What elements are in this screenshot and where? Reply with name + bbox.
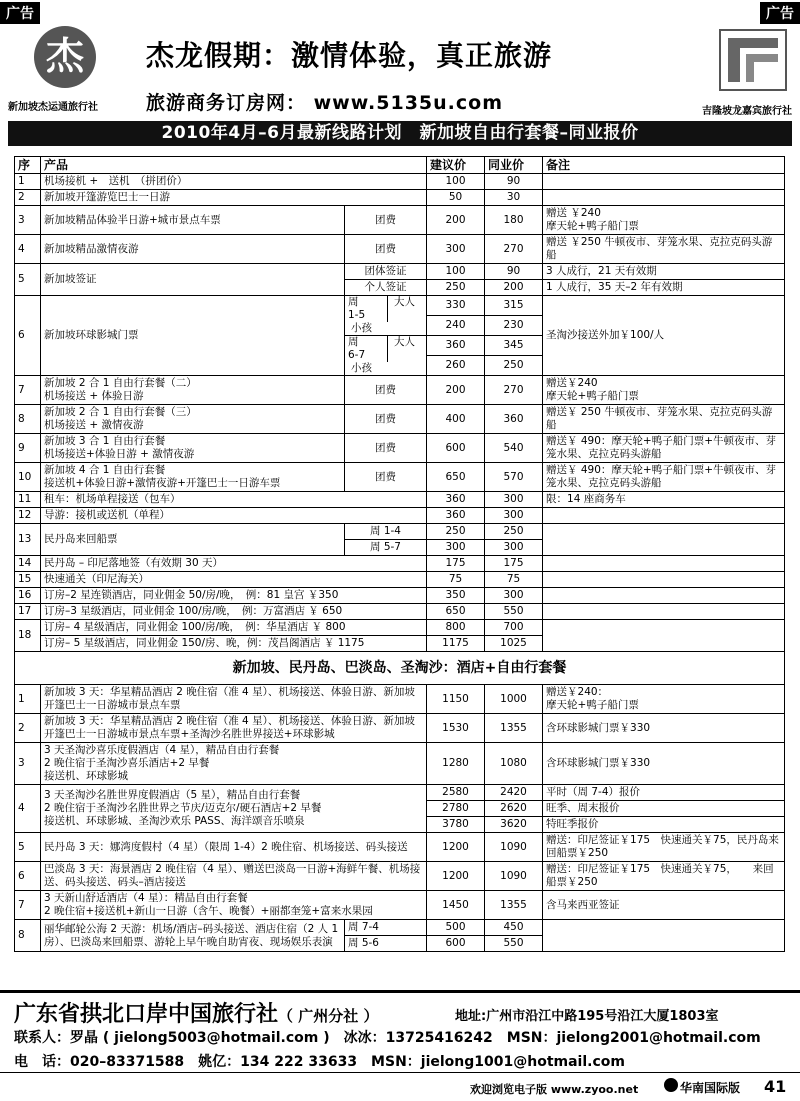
address: 地址:广州市沿江中路195号沿江大厦1803室: [455, 1009, 719, 1024]
row-note: [543, 508, 785, 524]
table-row: [15, 685, 785, 714]
row-note: 赠送￥240 摩天轮+鸭子船门票: [543, 376, 785, 405]
row-note: [543, 174, 785, 190]
table-row: [15, 508, 785, 524]
row-peer: 270: [485, 376, 543, 405]
row-no: 5: [15, 833, 41, 862]
row-peer: 300: [485, 508, 543, 524]
row-product: 新加坡 4 合 1 自由行套餐 接送机+体验日游+激情夜游+开篷巴士一日游车票: [41, 463, 345, 492]
row-product: 新加坡精品激情夜游: [41, 235, 345, 264]
row-product: 民丹岛 3 天：娜湾度假村（4 星）（限周 1-4）2 晚住宿、机场接送、码头接送: [41, 833, 427, 862]
row-note: 限：14 座商务车: [543, 492, 785, 508]
row-suggest: 1200: [427, 862, 485, 891]
row-peer: 250: [485, 524, 543, 540]
table-row: [15, 588, 785, 604]
row-suggest: 800: [427, 620, 485, 636]
row-suggest: 50: [427, 190, 485, 206]
row-suggest: 75: [427, 572, 485, 588]
page-number: 41: [764, 1077, 787, 1096]
row-note: 赠送：印尼签证￥175 快速通关￥75，民丹岛来回船票￥250: [543, 833, 785, 862]
row-peer: 550: [485, 604, 543, 620]
row-note: [543, 920, 785, 952]
row-suggest: 2780: [427, 801, 485, 817]
table-row: [15, 492, 785, 508]
table-row: [15, 376, 785, 405]
row-suggest: 300: [427, 235, 485, 264]
row-peer: 90: [485, 264, 543, 280]
table-row: [15, 264, 785, 280]
website-line: 旅游商务订房网： www.5135u.com: [146, 92, 504, 114]
table-row: [15, 174, 785, 190]
row-no: 7: [15, 376, 41, 405]
row-suggest: 3780: [427, 817, 485, 833]
row-peer: 360: [485, 405, 543, 434]
row-peer: 180: [485, 206, 543, 235]
row-peer: 570: [485, 463, 543, 492]
row-suggest: 500: [427, 920, 485, 936]
row-peer: 300: [485, 492, 543, 508]
table-row: [15, 891, 785, 920]
section-title-row: [15, 652, 785, 685]
who-label: 小孩: [351, 362, 372, 374]
row-type: 周 1-4: [345, 524, 427, 540]
row-product: 订房– 4 星级酒店，同业佣金 100/房/晚， 例：华星酒店 ￥ 800: [41, 620, 427, 636]
row-no: 3: [15, 206, 41, 235]
row-note: [543, 572, 785, 588]
row-suggest: 1150: [427, 685, 485, 714]
row-type: 团体签证: [345, 264, 427, 280]
row-suggest: 360: [427, 492, 485, 508]
row-product: 订房–2 星连锁酒店，同业佣金 50/房/晚， 例：81 皇宫 ￥350: [41, 588, 427, 604]
row-type: 团费: [345, 376, 427, 405]
row-product: 3 天圣淘沙名胜世界度假酒店（5 星），精品自由行套餐 2 晚住宿于圣淘沙名胜世界之节庆/迈克尔/硬石酒店+2 早餐 接送机、环球影城、圣淘沙欢乐 PASS、海洋颂音乐喷泉: [41, 785, 427, 833]
row-peer: 1000: [485, 685, 543, 714]
row-peer: 315: [485, 296, 543, 316]
row-type: 周 5-7: [345, 540, 427, 556]
row-type: 个人签证: [345, 280, 427, 296]
row-product: 民丹岛来回船票: [41, 524, 345, 556]
agency-branch: （ 广州分社 ）: [278, 1007, 379, 1025]
contact-line-2: 电 话：020–83371588 姚亿：134 222 33633 MSN：jielong1001@hotmail.com: [14, 1054, 625, 1070]
row-type: 团费: [345, 463, 427, 492]
row-no: 3: [15, 743, 41, 785]
row-peer: 550: [485, 936, 543, 952]
row-peer: 345: [485, 336, 543, 356]
row-peer: 2420: [485, 785, 543, 801]
row-peer: 300: [485, 588, 543, 604]
row-peer: 3620: [485, 817, 543, 833]
row-peer: 2620: [485, 801, 543, 817]
table-row: [15, 572, 785, 588]
who-label: 小孩: [351, 322, 372, 334]
row-suggest: 1200: [427, 833, 485, 862]
row-note: 赠送￥ 490：摩天轮+鸭子船门票+牛顿夜市、芽笼水果、克拉克码头游船: [543, 434, 785, 463]
row-note: [543, 588, 785, 604]
footer: [0, 990, 800, 1073]
row-suggest: 175: [427, 556, 485, 572]
row-type: 团费: [345, 206, 427, 235]
table-row: [15, 405, 785, 434]
row-suggest: 1175: [427, 636, 485, 652]
agency-title: 广东省拱北口岸中国旅行社: [14, 1002, 279, 1027]
table-header-row: [15, 157, 785, 174]
row-product: 新加坡精品体验半日游+城市景点车票: [41, 206, 345, 235]
row-type: 团费: [345, 405, 427, 434]
paper-logo-icon: [664, 1078, 678, 1092]
row-peer: 90: [485, 174, 543, 190]
row-product: 巴淡岛 3 天：海景酒店 2 晚住宿（4 星）、赠送巴淡岛一日游+海鲜午餐、机场接送、码头接送、码头–酒店接送: [41, 862, 427, 891]
row-no: 14: [15, 556, 41, 572]
row-product: 民丹岛 – 印尼落地签（有效期 30 天）: [41, 556, 427, 572]
table-row: [15, 604, 785, 620]
row-no: 6: [15, 296, 41, 376]
row-no: 7: [15, 891, 41, 920]
row-type: 团费: [345, 235, 427, 264]
row-note: 含环球影城门票￥330: [543, 743, 785, 785]
who-label: 大人: [394, 336, 415, 348]
headline: 杰龙假期：激情体验，真正旅游: [146, 39, 553, 72]
row-note: 赠送￥ 490：摩天轮+鸭子船门票+牛顿夜市、芽笼水果、克拉克码头游船: [543, 463, 785, 492]
row-product: 新加坡 3 天：华星精品酒店 2 晚住宿（准 4 星）、机场接送、体验日游、新加坡开篷巴士一日游城市景点车票: [41, 685, 427, 714]
row-suggest: 200: [427, 376, 485, 405]
table-row: [15, 434, 785, 463]
jie-logo: 杰: [34, 26, 96, 88]
row-note: 赠送：印尼签证￥175 快速通关￥75， 来回船票￥250: [543, 862, 785, 891]
row-suggest: 360: [427, 508, 485, 524]
table-row: [15, 556, 785, 572]
row-no: 2: [15, 190, 41, 206]
row-suggest: 200: [427, 206, 485, 235]
row-peer: 1090: [485, 833, 543, 862]
row-no: 16: [15, 588, 41, 604]
row-suggest: 250: [427, 280, 485, 296]
row-no: 4: [15, 785, 41, 833]
contact-line-1: 联系人：罗晶 ( jielong5003@hotmail.com ) 冰冰：13725416242 MSN：jielong2001@hotmail.com: [14, 1030, 761, 1046]
row-note: 赠送 ￥240 摩天轮+鸭子船门票: [543, 206, 785, 235]
table-row: [15, 920, 785, 936]
row-no: 4: [15, 235, 41, 264]
row-note: 赠送 ￥250 牛顿夜市、芽笼水果、克拉克码头游船: [543, 235, 785, 264]
col-no: 序: [15, 157, 41, 174]
row-peer: 270: [485, 235, 543, 264]
row-product: 新加坡 3 合 1 自由行套餐 机场接送+体验日游 + 激情夜游: [41, 434, 345, 463]
row-product: 导游：接机或送机（单程）: [41, 508, 427, 524]
right-caption: 吉隆坡龙嘉宾旅行社: [702, 106, 792, 117]
row-product: 订房– 5 星级酒店，同业佣金 150/房、晚，例：茂昌阁酒店 ￥ 1175: [41, 636, 427, 652]
table-row: [15, 714, 785, 743]
row-no: 18: [15, 620, 41, 652]
row-product: 租车：机场单程接送（包车）: [41, 492, 427, 508]
row-product: 新加坡开篷游览巴士一日游: [41, 190, 427, 206]
dragon-logo-icon: [718, 28, 788, 92]
row-peer: 30: [485, 190, 543, 206]
row-peer: 1355: [485, 714, 543, 743]
row-note: 3 人成行，21 天有效期: [543, 264, 785, 280]
row-no: 8: [15, 405, 41, 434]
period-label: 周 6-7: [345, 336, 388, 362]
row-no: 1: [15, 174, 41, 190]
row-suggest: 1450: [427, 891, 485, 920]
row-peer: 300: [485, 540, 543, 556]
table-row: [15, 862, 785, 891]
row-no: 11: [15, 492, 41, 508]
table-row: [15, 235, 785, 264]
row-suggest: 1530: [427, 714, 485, 743]
row-suggest: 360: [427, 336, 485, 356]
table-row: [15, 833, 785, 862]
row-suggest: 300: [427, 540, 485, 556]
table-row: [15, 524, 785, 540]
table-row: [15, 785, 785, 801]
row-suggest: 600: [427, 434, 485, 463]
row-note: [543, 190, 785, 206]
row-peer: 1025: [485, 636, 543, 652]
row-note: [543, 620, 785, 652]
row-suggest: 240: [427, 316, 485, 336]
table-row: [15, 463, 785, 492]
col-product: 产品: [41, 157, 427, 174]
row-suggest: 350: [427, 588, 485, 604]
row-peer: 700: [485, 620, 543, 636]
row-product: 新加坡 2 合 1 自由行套餐（二） 机场接送 + 体验日游: [41, 376, 345, 405]
row-suggest: 650: [427, 463, 485, 492]
agency-name: [14, 997, 378, 1028]
ad-label-right: 广告: [760, 2, 800, 24]
col-suggest: 建议价: [427, 157, 485, 174]
row-note: 赠送￥240： 摩天轮+鸭子船门票: [543, 685, 785, 714]
header: [0, 22, 800, 120]
table-row: [15, 190, 785, 206]
row-note: 圣淘沙接送外加￥100/人: [543, 296, 785, 376]
row-no: 10: [15, 463, 41, 492]
row-suggest: 2580: [427, 785, 485, 801]
logo-caption: 新加坡杰运通旅行社: [8, 102, 98, 113]
row-type: 周 5-6: [345, 936, 427, 952]
row-product: 新加坡 2 合 1 自由行套餐（三） 机场接送 + 激情夜游: [41, 405, 345, 434]
row-suggest: 250: [427, 524, 485, 540]
row-no: 8: [15, 920, 41, 952]
row-product: 机场接机 + 送机 （拼团价）: [41, 174, 427, 190]
row-peer: 540: [485, 434, 543, 463]
row-suggest: 330: [427, 296, 485, 316]
row-suggest: 260: [427, 356, 485, 376]
row-period: [345, 336, 427, 376]
row-product: 新加坡签证: [41, 264, 345, 296]
row-product: 3 天新山舒适酒店（4 星）：精品自由行套餐 2 晚住宿+接送机+新山一日游（含午、晚餐）+丽都奎笼+富来水果园: [41, 891, 427, 920]
row-note: 含环球影城门票￥330: [543, 714, 785, 743]
row-no: 1: [15, 685, 41, 714]
row-peer: 75: [485, 572, 543, 588]
row-suggest: 400: [427, 405, 485, 434]
table-row: [15, 206, 785, 235]
row-period: [345, 296, 427, 336]
row-peer: 250: [485, 356, 543, 376]
title-banner: 2010年4月–6月最新线路计划 新加坡自由行套餐–同业报价: [8, 121, 792, 146]
row-note: 旺季、周末报价: [543, 801, 785, 817]
row-no: 6: [15, 862, 41, 891]
row-suggest: 100: [427, 264, 485, 280]
row-peer: 1090: [485, 862, 543, 891]
row-peer: 1355: [485, 891, 543, 920]
row-no: 5: [15, 264, 41, 296]
row-no: 15: [15, 572, 41, 588]
row-product: 快速通关（印尼海关）: [41, 572, 427, 588]
row-type: 团费: [345, 434, 427, 463]
paper-name: 华南国际版: [680, 1081, 741, 1095]
row-no: 12: [15, 508, 41, 524]
row-peer: 200: [485, 280, 543, 296]
page-bottom: [0, 1072, 800, 1101]
row-note: [543, 604, 785, 620]
row-peer: 1080: [485, 743, 543, 785]
who-label: 大人: [394, 296, 415, 308]
row-product: 订房–3 星级酒店，同业佣金 100/房/晚， 例：万富酒店 ￥ 650: [41, 604, 427, 620]
row-peer: 450: [485, 920, 543, 936]
row-suggest: 1280: [427, 743, 485, 785]
row-peer: 175: [485, 556, 543, 572]
col-note: 备注: [543, 157, 785, 174]
row-note: 含马来西亚签证: [543, 891, 785, 920]
row-suggest: 600: [427, 936, 485, 952]
row-suggest: 650: [427, 604, 485, 620]
row-note: 平时（周 7-4）报价: [543, 785, 785, 801]
table-row: [15, 620, 785, 636]
row-product: 新加坡 3 天：华星精品酒店 2 晚住宿（准 4 星）、机场接送、体验日游、新加坡开篷巴士一日游城市景点车票+圣淘沙名胜世界接送+环球影城: [41, 714, 427, 743]
row-peer: 230: [485, 316, 543, 336]
row-product: 新加坡环球影城门票: [41, 296, 345, 376]
section-title: 新加坡、民丹岛、巴淡岛、圣淘沙：酒店+自由行套餐: [15, 652, 785, 685]
row-type: 周 7-4: [345, 920, 427, 936]
row-product: 3 天圣淘沙喜乐度假酒店（4 星），精品自由行套餐 2 晚住宿于圣淘沙喜乐酒店+2 早餐 接送机、环球影城: [41, 743, 427, 785]
row-note: [543, 524, 785, 556]
row-no: 2: [15, 714, 41, 743]
row-suggest: 100: [427, 174, 485, 190]
row-note: 1 人成行，35 天–2 年有效期: [543, 280, 785, 296]
ad-label-left: 广告: [0, 2, 40, 24]
row-note: [543, 556, 785, 572]
row-no: 9: [15, 434, 41, 463]
table-row: [15, 296, 785, 316]
row-note: 赠送￥ 250 牛顿夜市、芽笼水果、克拉克码头游船: [543, 405, 785, 434]
row-no: 13: [15, 524, 41, 556]
row-note: 特旺季报价: [543, 817, 785, 833]
period-label: 周 1-5: [345, 296, 388, 322]
web-note: 欢迎浏览电子版 www.zyoo.net: [470, 1083, 639, 1096]
table-row: [15, 743, 785, 785]
row-product: 丽华邮轮公海 2 天游：机场/酒店–码头接送、酒店住宿（2 人 1 房）、巴淡岛来回船票、游轮上早午晚自助宵夜、现场娱乐表演: [41, 920, 345, 952]
row-no: 17: [15, 604, 41, 620]
col-peer: 同业价: [485, 157, 543, 174]
price-table: [14, 156, 785, 952]
